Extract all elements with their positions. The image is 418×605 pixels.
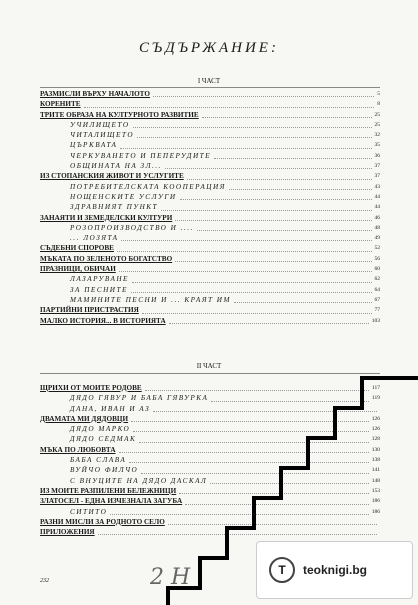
toc-entry-page: 62 [374, 276, 380, 283]
toc-entry-title: ЗДРАВНИЯТ ПУНКТ [70, 203, 159, 212]
toc-entry-page: 32 [374, 132, 380, 139]
toc-entry-page: 35 [374, 142, 380, 149]
toc-entry-title: РОЗОПРОИЗВОДСТВО И .... [70, 223, 194, 232]
toc-entry-page: 148 [371, 477, 380, 484]
toc-entry-title: ПРИЛОЖЕНИЯ [40, 528, 95, 537]
toc-entry-title: ПОТРЕБИТЕЛСКАТА КООПЕРАЦИЯ [70, 182, 226, 191]
toc-entry-title: МАМИНИТЕ ПЕСНИ И ... КРАЯТ ИМ [70, 295, 231, 304]
toc-entry-page: 77 [374, 307, 380, 314]
toc-entry-title: ДЯДО СЕДМАК [70, 435, 137, 444]
toc-entry-title: НОЩЕНСКИТЕ УСЛУГИ [70, 192, 177, 201]
toc-entry-page: 186 [371, 508, 380, 515]
toc-entry-page: 49 [374, 235, 380, 242]
toc-entry-page: 119 [371, 395, 380, 402]
toc-entry-title: ОБЩИНАТА НА ЗЛ... [70, 162, 162, 171]
toc-entry-page: 8 [377, 101, 380, 108]
toc-entry-page: 44 [374, 204, 380, 211]
toc-entry-title: ЗА ПЕСНИТЕ [70, 285, 128, 294]
toc-entry-page: 56 [374, 255, 380, 262]
toc-entry-title: МЪКАТА ПО ЗЕЛЕНОТО БОГАТСТВО [40, 254, 173, 263]
toc-entry-title: РАЗМИСЛИ ВЪРХУ НАЧАЛОТО [40, 90, 150, 98]
toc-entry-title: УЧИЛИЩЕТО [70, 120, 130, 129]
toc-entry-title: ... ЛОЗЯТА [70, 234, 119, 243]
part-1-heading: I ЧАСТ [197, 77, 221, 85]
toc-entry-page: 48 [374, 224, 380, 231]
toc-entry-page: 141 [371, 467, 380, 474]
toc-entry-title: РАЗНИ МИСЛИ ЗА РОДНОТО СЕЛО [40, 517, 165, 526]
toc-entry-title: ЧЕРКУВАНЕТО И ПЕПЕРУДИТЕ [70, 151, 212, 160]
toc-entry-page: 37 [374, 173, 380, 180]
toc-entry-title: С ВНУЦИТЕ НА ДЯДО ДАСКАЛ [70, 476, 208, 485]
toc-entry-page: 126 [371, 415, 380, 422]
toc-entry-title: ДАНА, ИВАН И АЗ [70, 404, 151, 413]
toc-entry-page: 153 [371, 487, 380, 494]
toc-entry-title: СИТИТО [70, 507, 108, 516]
toc-entry-title: КОРЕНИТЕ [40, 100, 81, 109]
toc-entry-title: ПРАЗНИЦИ, ОБИЧАИ [40, 265, 116, 274]
page-title: СЪДЪРЖАНИЕ: [139, 40, 279, 56]
page-number: 232 [40, 578, 49, 584]
toc-entry-page: 64 [374, 286, 380, 293]
toc-entry-page: 186 [371, 498, 380, 505]
toc-entry-page: 43 [374, 183, 380, 190]
book-t-icon: T [269, 557, 295, 583]
toc-entry-title: СЪДЕБНИ СПОРОВЕ [40, 244, 114, 253]
toc-entry-title: ИЗ СТОПАНСКИЯ ЖИВОТ И УСЛУГИТЕ [40, 172, 184, 181]
toc-entry-page: 103 [371, 317, 380, 324]
toc-entry-page: 52 [374, 245, 380, 252]
toc-entry-page: 138 [371, 457, 380, 464]
toc-entry-title: ВУЙЧО ФИЛЧО [70, 466, 139, 475]
toc-entry-title: ЩРИХИ ОТ МОИТЕ РОДОВЕ [40, 384, 142, 392]
toc-entry-title: БАБА СЛАВА [70, 456, 127, 465]
toc-entry-page: 25 [374, 111, 380, 118]
toc-entry-title: МЪКА ПО ЛЮБОВТА [40, 445, 116, 454]
toc-entry-page: 126 [371, 426, 380, 433]
toc-entry-title: ЛАЗАРУВАНЕ [70, 275, 129, 284]
toc-entry-title: ДЯДО МАРКО [70, 425, 131, 434]
toc-entry-page: 44 [374, 193, 380, 200]
toc-entry-title: ЦЪРКВАТА [70, 141, 118, 150]
site-badge-text: teoknigi.bg [303, 563, 367, 577]
toc-entry-page: 117 [371, 385, 380, 391]
handwritten-note: 2 Н [150, 565, 191, 590]
part-2-heading: II ЧАСТ [196, 362, 222, 370]
toc-entry-title: ИЗ МОИТЕ РАЗПИЛЕНИ БЕЛЕЖНИЦИ [40, 486, 177, 495]
toc-entry-title: ЗЛАТОСЕЛ - ЕДНА ИЗЧЕЗНАЛА ЗАГУБА [40, 497, 183, 506]
toc-entry-page: 5 [377, 91, 380, 97]
toc-entry-title: ПАРТИЙНИ ПРИСТРАСТИЯ [40, 306, 139, 315]
site-badge[interactable] [256, 541, 413, 599]
toc-entry-page: 36 [374, 152, 380, 159]
toc-entry-title: ТРИТЕ ОБРАЗА НА КУЛТУРНОТО РАЗВИТИЕ [40, 110, 199, 119]
toc-entry-title: МАЛКО ИСТОРИЯ... В ИСТОРИЯТА [40, 316, 166, 325]
toc-entry-page: 128 [371, 436, 380, 443]
toc-entry-page: 25 [374, 121, 380, 128]
toc-entry-title: ДЯДО ГЯВУР И БАБА ГЯВУРКА [70, 394, 209, 403]
toc-entry-page: 46 [374, 214, 380, 221]
toc-entry-page: 60 [374, 266, 380, 273]
toc-entry-title: ДВАМАТА МИ ДЯДОВЦИ [40, 414, 129, 423]
toc-entry-title: ЧИТАЛИЩЕТО [70, 131, 135, 140]
toc-entry-page: 130 [371, 446, 380, 453]
toc-entry-page: 67 [374, 296, 380, 303]
toc-entry-page: 37 [374, 163, 380, 170]
toc-entry-title: ЗАНАЯТИ И ЗЕМЕДЕЛСКИ КУЛТУРИ [40, 213, 173, 222]
